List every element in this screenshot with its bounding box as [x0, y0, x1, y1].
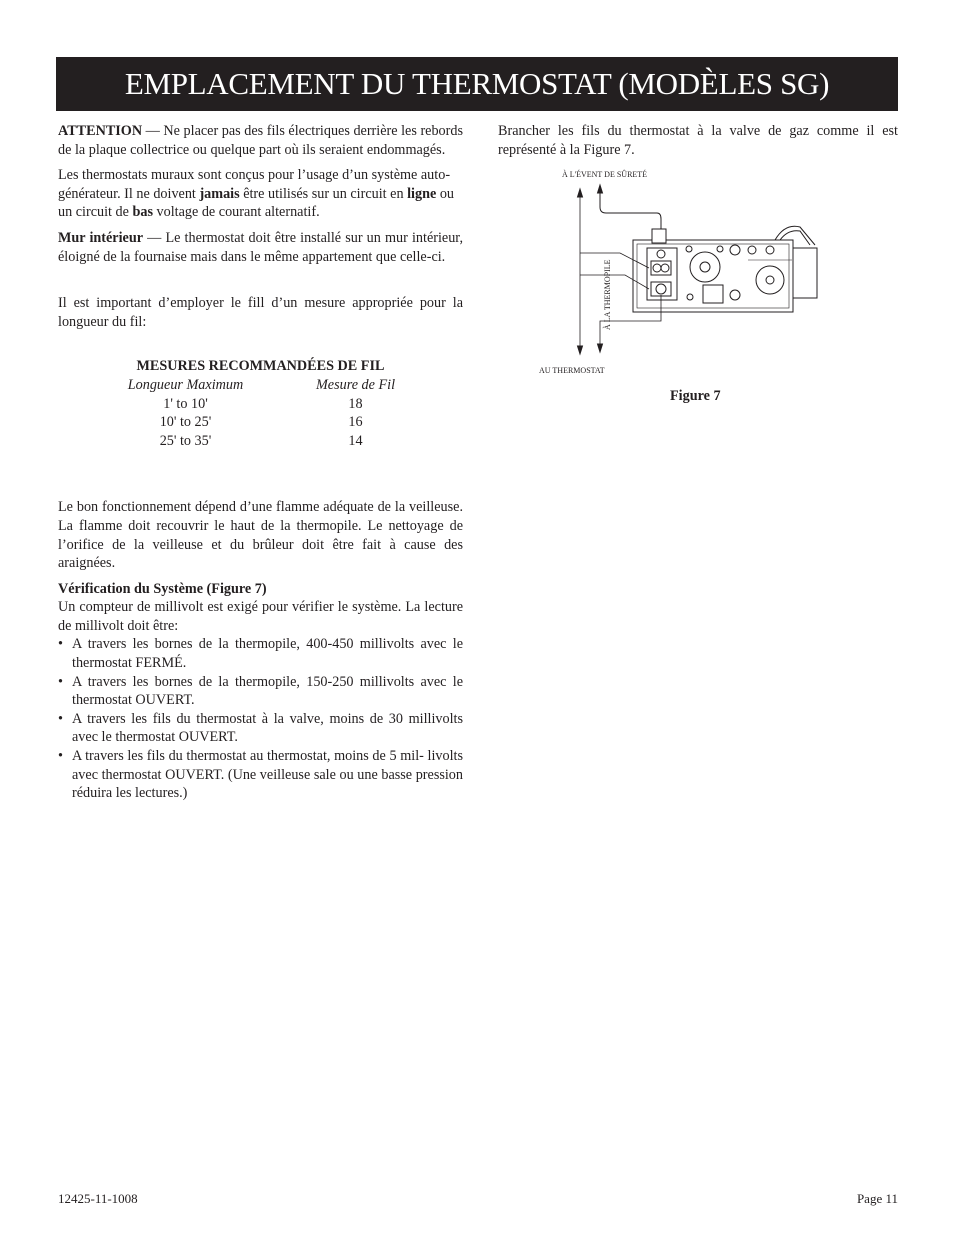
- wire-table-title: MESURES RECOMMANDÉES DE FIL: [136, 358, 385, 375]
- table-cell: 25' to 35': [159, 432, 212, 449]
- safety-vent-wire: [598, 185, 662, 235]
- mur-label: Mur intérieur: [58, 229, 144, 246]
- wiring-intro-paragraph: Brancher les fils du thermostat à la valve de gaz comme il est représenté à la Figure 7.: [498, 123, 898, 158]
- para2-bold-jamais: jamais: [199, 185, 240, 202]
- table-cell: 1' to 10': [163, 395, 208, 412]
- list-item: • A travers les fils du thermostat au thermostat, moins de 5 mil- livolts avec thermostat OUVERT. (Une veilleuse sale ou une basse pression réduira les lectures.): [58, 747, 463, 803]
- wire-table: [113, 376, 453, 450]
- wire-table-header-gauge: Mesure de Fil: [315, 376, 396, 393]
- mur-text: — Le thermostat doit être installé sur un mur intérieur, éloigné de la fournaise mais dans le même appartement que celle-ci.: [58, 229, 464, 265]
- gas-valve: [633, 226, 817, 312]
- table-row: [113, 413, 453, 432]
- label-to-thermopile: À LA THERMOPILE: [603, 259, 612, 330]
- wire-table-header-length: Longueur Maximum: [127, 376, 244, 393]
- label-to-thermostat: AU THERMOSTAT: [539, 366, 605, 375]
- thermostat-paragraph: [58, 166, 463, 222]
- verification-text: Un compteur de millivolt est exigé pour vérifier le système. La lecture de millivolt doit être:: [58, 599, 463, 634]
- flame-paragraph: Le bon fonctionnement dépend d’une flamme adéquate de la veilleuse. La flamme doit recouvrir le haut de la thermopile. Le nettoyage de l’orifice de la veilleuse et du brûleur doit être fait à cause des araignées.: [58, 499, 463, 572]
- table-cell: 16: [348, 414, 363, 431]
- list-item: • A travers les fils du thermostat à la valve, moins de 30 millivolts avec le thermostat OUVERT.: [58, 710, 463, 747]
- para2-text-a: Les thermostats muraux sont conçus pour l’usage d’un système auto-générateur. Il ne doivent: [58, 167, 451, 202]
- wire-table-header-row: [113, 376, 453, 395]
- thermopile-wires: [580, 253, 661, 325]
- verification-title: Vérification du Système (Figure 7): [58, 580, 267, 597]
- wire-table-block: [58, 357, 463, 450]
- table-cell: 10' to 25': [159, 414, 212, 431]
- para2-text-e: ou un circuit de: [58, 185, 454, 221]
- para2-bold-bas: bas: [132, 204, 153, 221]
- page-title: EMPLACEMENT DU THERMOSTAT (MODÈLES SG): [56, 57, 898, 111]
- table-row: [113, 395, 453, 414]
- list-item: • A travers les bornes de la thermopile, 400-450 millivolts avec le thermostat FERMÉ.: [58, 635, 463, 672]
- attention-text: — Ne placer pas des fils électriques derrière les rebords de la plaque collectrice ou quelque part où ils seraient endommagés.: [58, 123, 463, 158]
- figure-caption: Figure 7: [670, 388, 721, 404]
- gas-valve-wiring-diagram: [530, 165, 830, 380]
- thermostat-arrow: [598, 325, 603, 352]
- document-number: 12425-11-1008: [58, 1191, 138, 1206]
- table-cell: 18: [348, 395, 363, 412]
- list-item: • A travers les bornes de la thermopile, 150-250 millivolts avec le thermostat OUVERT.: [58, 673, 463, 710]
- para2-bold-ligne: ligne: [407, 185, 437, 202]
- dimension-arrow: [578, 189, 583, 354]
- page-number: Page 11: [856, 1191, 898, 1206]
- mur-interieur-paragraph: [58, 229, 463, 266]
- table-cell: 14: [348, 432, 363, 449]
- attention-paragraph: [58, 122, 463, 159]
- table-row: [113, 432, 453, 451]
- right-column: [498, 122, 898, 159]
- attention-label: ATTENTION: [58, 123, 143, 139]
- left-column: [58, 122, 463, 803]
- para2-text-c: être utilisés sur un circuit en: [239, 185, 408, 202]
- label-safety-vent: À L'ÉVENT DE SÛRETÉ: [562, 170, 648, 179]
- verification-list: [58, 635, 463, 802]
- wire-gauge-paragraph: Il est important d’employer le fill d’un mesure appropriée pour la longueur du fil:: [58, 295, 463, 330]
- para2-text-g: voltage de courant alternatif.: [152, 204, 320, 221]
